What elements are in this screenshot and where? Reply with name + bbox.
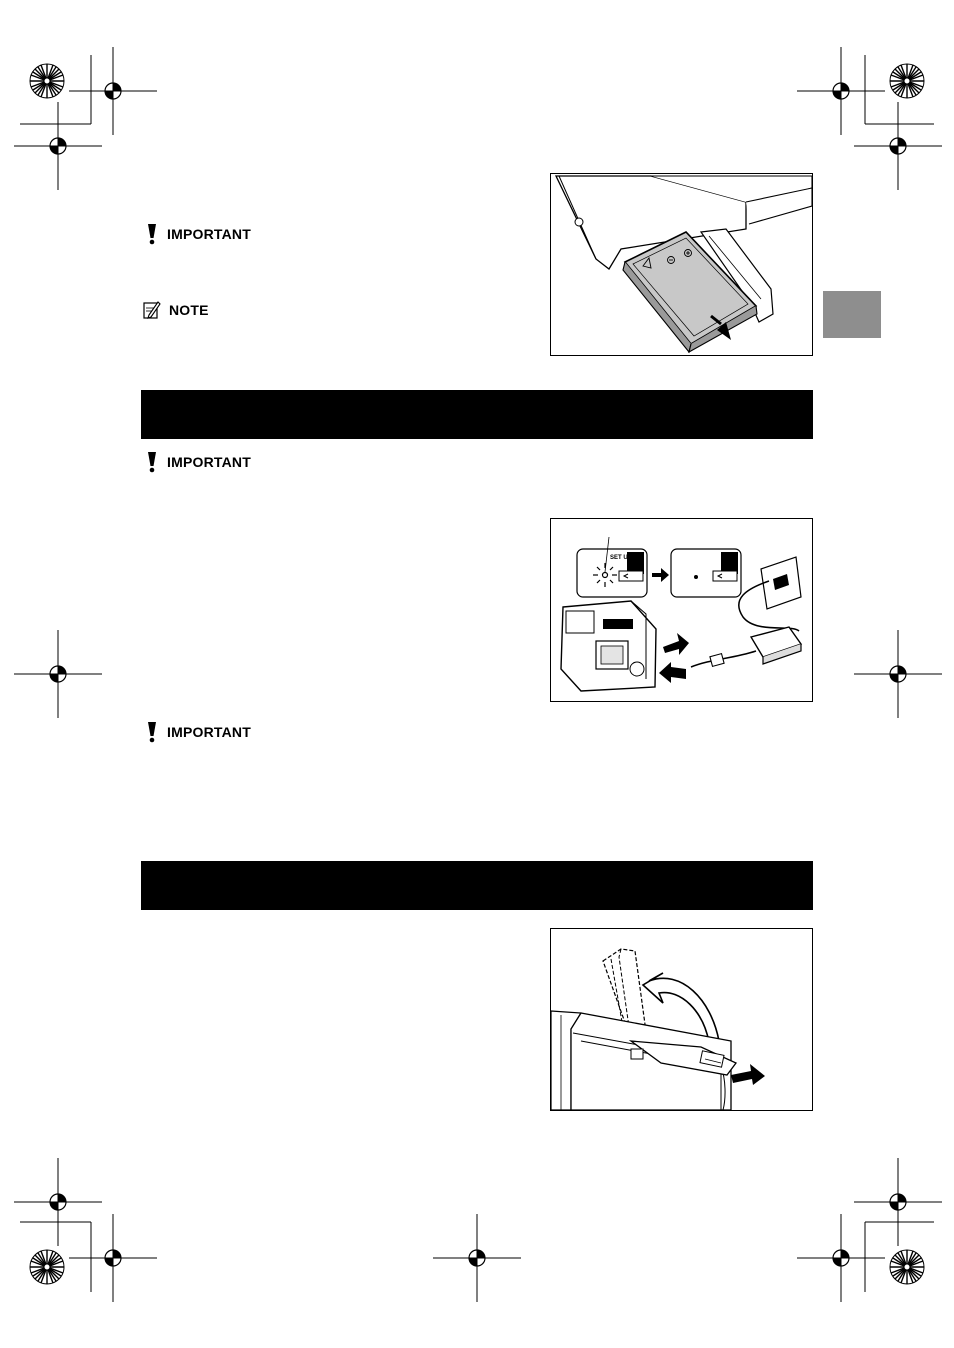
important-label: IMPORTANT: [167, 226, 251, 242]
section-header-bar-1: [141, 390, 813, 439]
note-pencil-icon: [143, 300, 161, 320]
important-callout-3: [145, 721, 251, 743]
figure-cover-open: [550, 928, 813, 1111]
figure-battery-removal: [550, 173, 813, 356]
section-header-bar-2: [141, 861, 813, 910]
setup-button-text: SET UP: [610, 555, 632, 561]
important-callout-1: [145, 223, 251, 245]
chapter-side-tab: [823, 291, 881, 338]
important-label: IMPORTANT: [167, 724, 251, 740]
exclamation-icon: [145, 721, 159, 743]
important-callout-2: [145, 451, 251, 473]
exclamation-icon: [145, 451, 159, 473]
figure-charging: [550, 518, 813, 702]
exclamation-icon: [145, 223, 159, 245]
important-label: IMPORTANT: [167, 454, 251, 470]
note-label: NOTE: [169, 302, 209, 318]
note-callout: [143, 300, 209, 320]
